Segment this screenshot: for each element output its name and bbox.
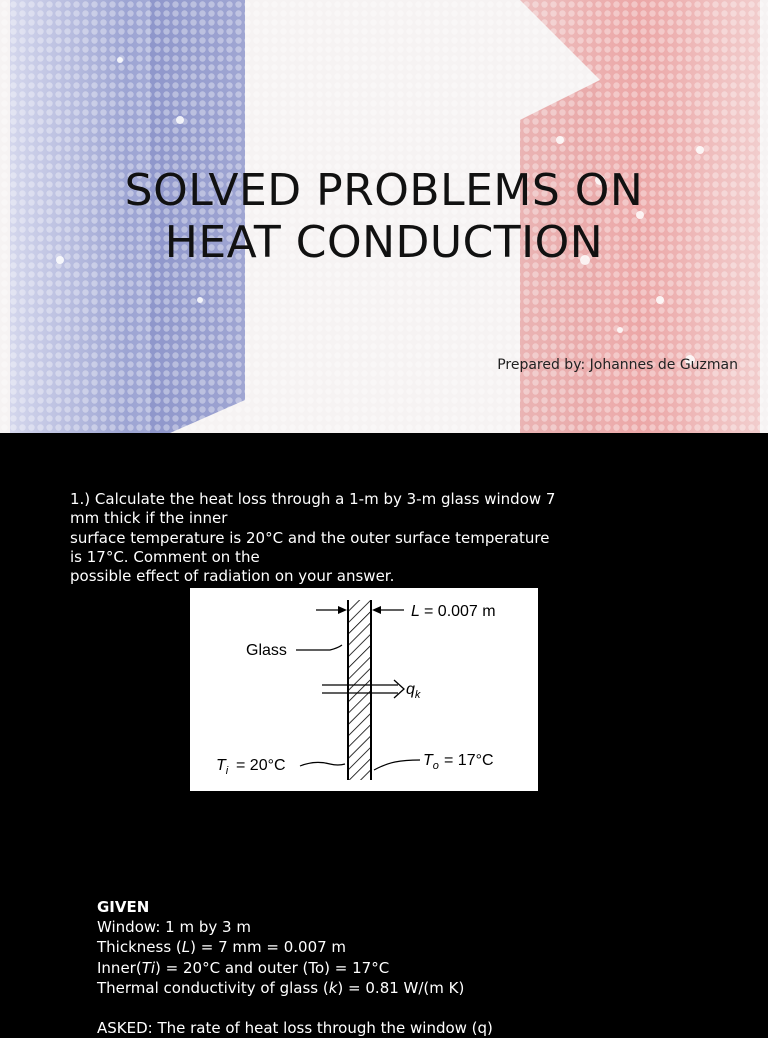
given-thickness [97,937,493,957]
given-window: Window: 1 m by 3 m [97,918,251,937]
problem-line: mm thick if the inner [70,509,228,528]
title-slide [0,0,768,433]
given-temperatures [97,958,493,978]
label-glass: Glass [246,642,287,659]
glass-slab [348,600,371,780]
label-Ti: = 20°C [236,757,286,774]
temps-prefix: Inner( [97,958,142,977]
given-conductivity [97,978,493,998]
temps-symbol: Ti [141,958,156,977]
prepared-by: Prepared by: Johannes de Guzman [497,357,738,373]
given-section [97,897,493,1038]
label-qk: $q_k$ [406,681,421,701]
problem-statement [70,490,670,586]
problem-line: surface temperature is 20°C and the outer surface temperature [70,528,550,547]
thickness-prefix: Thickness ( [97,938,182,957]
conductivity-prefix: Thermal conductivity of glass ( [97,978,329,997]
conductivity-symbol: k [328,978,338,997]
given-heading: GIVEN [97,898,150,916]
label-Ti-symbol: $T_i$ [216,757,229,777]
glass-window-figure [190,588,538,791]
label-L: = 0.007 m [424,603,496,620]
label-L-symbol: L [411,603,420,620]
given-blank [97,998,493,1018]
slide-title [0,165,768,269]
problem-line: 1.) Calculate the heat loss through a 1-m by 3-m glass window 7 [70,490,556,508]
thickness-symbol: L [181,938,191,957]
problem-line: is 17°C. Comment on the [70,547,260,566]
window-diagram [190,588,538,791]
title-line-2: HEAT CONDUCTION [164,217,604,268]
asked-line: ASKED: The rate of heat loss through the window (q) [97,1019,493,1038]
conductivity-suffix: ) = 0.81 W/(m K) [337,978,465,997]
title-line-1: SOLVED PROBLEMS ON [124,165,644,216]
label-To: = 17°C [444,752,494,769]
problem-slide [0,433,768,1038]
label-To-symbol: $T_o$ [423,752,439,772]
thickness-suffix: ) = 7 mm = 0.007 m [190,938,347,957]
temps-suffix: ) = 20°C and outer (To) = 17°C [155,958,390,977]
problem-line: possible effect of radiation on your answer. [70,567,395,586]
